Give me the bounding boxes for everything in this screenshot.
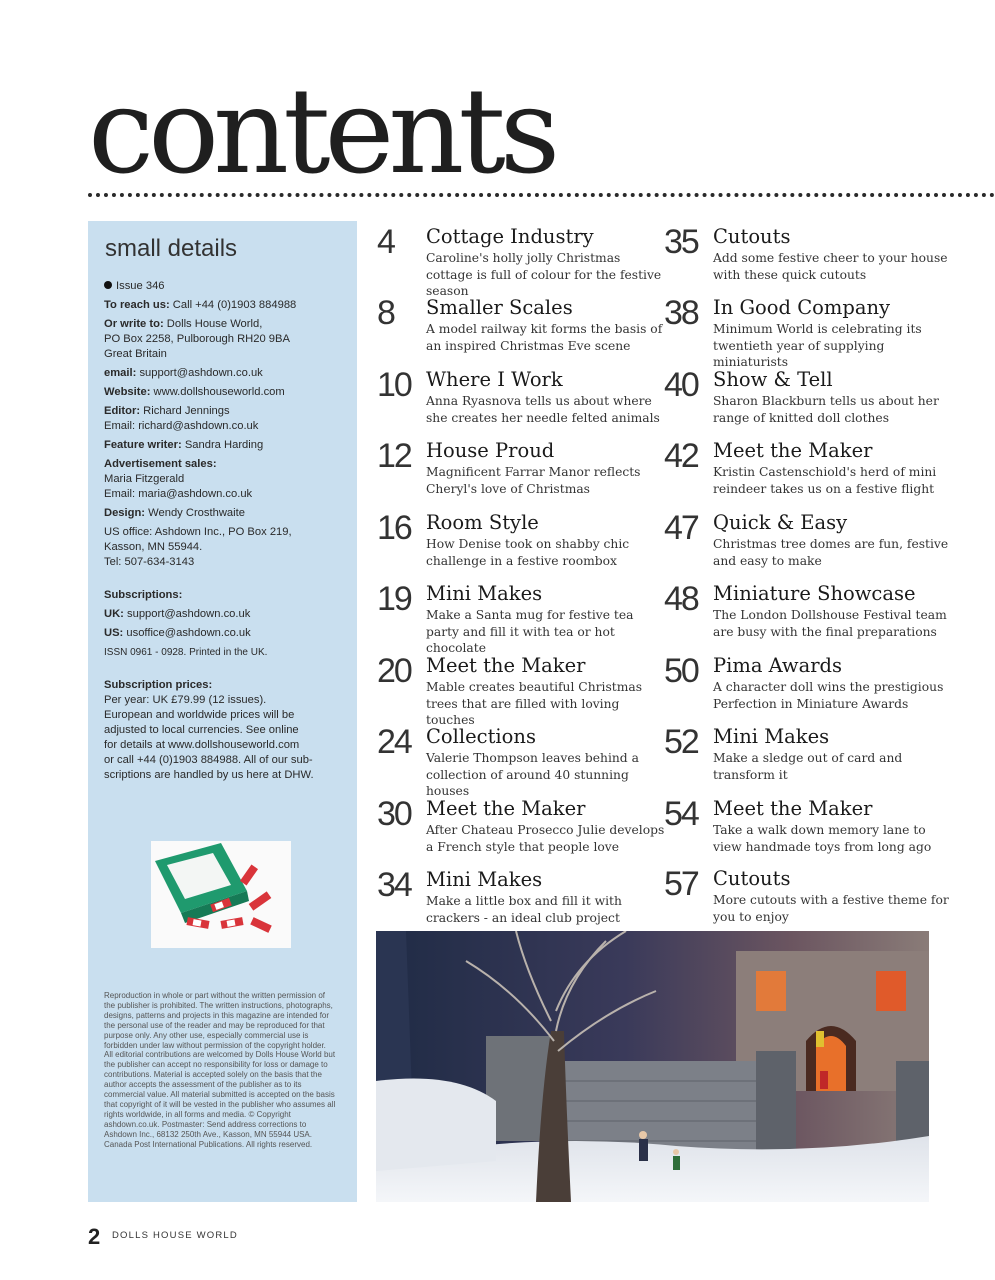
bullet-icon bbox=[104, 281, 112, 289]
small-details-sidebar bbox=[88, 221, 357, 1202]
subs-us-email[interactable]: usoffice@ashdown.co.uk bbox=[126, 627, 251, 639]
toc-title: Smaller Scales bbox=[426, 296, 573, 319]
editor-email: Email: richard@ashdown.co.uk bbox=[104, 420, 259, 432]
sidebar-info bbox=[104, 279, 344, 787]
toc-title: Miniature Showcase bbox=[713, 582, 916, 605]
subs-uk-label: UK: bbox=[104, 608, 124, 620]
toc-page-number: 34 bbox=[377, 866, 411, 904]
dotted-divider bbox=[88, 193, 995, 197]
toc-page-number: 16 bbox=[377, 509, 411, 547]
toc-page-number: 40 bbox=[664, 366, 698, 404]
ads-name: Maria Fitzgerald bbox=[104, 473, 185, 485]
toc-description: Minimum World is celebrating its twentieth year of supplying miniaturists bbox=[713, 322, 922, 369]
toc-description: Valerie Thompson leaves behind a collection of around 40 stunning houses bbox=[426, 751, 639, 798]
sidebar-heading: small details bbox=[105, 235, 238, 262]
issn: ISSN 0961 - 0928. bbox=[104, 647, 187, 658]
toc-description: Make a little box and fill it with crackers - an ideal club project bbox=[426, 894, 622, 925]
toc-page-number: 35 bbox=[664, 223, 698, 261]
write-line2: PO Box 2258, Pulborough RH20 9BA bbox=[104, 333, 290, 345]
design-name: Wendy Crosthwaite bbox=[148, 507, 245, 519]
toc-page-number: 47 bbox=[664, 509, 698, 547]
toc-page-number: 52 bbox=[664, 723, 698, 761]
ads-label: Advertisement sales: bbox=[104, 458, 217, 470]
toc-title: Meet the Maker bbox=[713, 797, 873, 820]
prices-label: Subscription prices: bbox=[104, 679, 213, 691]
toc-page-number: 12 bbox=[377, 437, 411, 475]
toc-title: Mini Makes bbox=[426, 868, 543, 891]
prices-line-3: adjusted to local currencies. See online bbox=[104, 724, 299, 736]
toc-title: Cutouts bbox=[713, 225, 791, 248]
printed-in: Printed in the UK. bbox=[189, 647, 268, 658]
toc-description: Christmas tree domes are fun, festive and easy to make bbox=[713, 537, 949, 568]
prices-line-4: for details at www.dollshouseworld.com bbox=[104, 739, 300, 751]
toc-page-number: 48 bbox=[664, 580, 698, 618]
toc-title: In Good Company bbox=[713, 296, 891, 319]
email-label: email: bbox=[104, 367, 137, 379]
prices-line-6: scriptions are handled by us here at DHW. bbox=[104, 769, 314, 781]
toc-page-number: 24 bbox=[377, 723, 411, 761]
toc-page-number: 54 bbox=[664, 795, 698, 833]
toc-title: Where I Work bbox=[426, 368, 563, 391]
toc-title: Cottage Industry bbox=[426, 225, 594, 248]
toc-description: Mable creates beautiful Christmas trees that are filled with loving touches bbox=[426, 680, 643, 727]
reach-label: To reach us: bbox=[104, 299, 170, 311]
us-office-3: Tel: 507-634-3143 bbox=[104, 556, 195, 568]
issue-number: Issue 346 bbox=[116, 280, 165, 292]
toc-page-number: 19 bbox=[377, 580, 411, 618]
toc-title: Quick & Easy bbox=[713, 511, 848, 534]
toc-title: Mini Makes bbox=[426, 582, 543, 605]
winter-scene-photo bbox=[376, 931, 929, 1202]
toc-page-number: 50 bbox=[664, 652, 698, 690]
toc-description: Make a Santa mug for festive tea party and fill it with tea or hot chocolate bbox=[426, 608, 634, 655]
page-title: contents bbox=[88, 62, 555, 200]
write-label: Or write to: bbox=[104, 318, 164, 330]
feature-label: Feature writer: bbox=[104, 439, 182, 451]
website-label: Website: bbox=[104, 386, 151, 398]
reach-value: Call +44 (0)1903 884988 bbox=[172, 299, 297, 311]
toc-page-number: 8 bbox=[377, 294, 394, 332]
toc-description: More cutouts with a festive theme for you to enjoy bbox=[713, 893, 949, 924]
toc-title: Pima Awards bbox=[713, 654, 843, 677]
design-label: Design: bbox=[104, 507, 146, 519]
toc-description: After Chateau Prosecco Julie develops a French style that people love bbox=[426, 823, 665, 854]
toc-title: Meet the Maker bbox=[426, 654, 586, 677]
subs-label: Subscriptions: bbox=[104, 589, 183, 601]
toc-title: Cutouts bbox=[713, 867, 791, 890]
toc-page-number: 10 bbox=[377, 366, 411, 404]
toc-description: A character doll wins the prestigious Perfection in Miniature Awards bbox=[713, 680, 944, 711]
legal-notice: Reproduction in whole or part without the written permission of the publisher is prohibited. The written instructions, photographs, designs, patterns and projects in this magazine are intended for the personal use of the reader and may be reproduced for that purpose only. Any other use, especially commercial use is forbidden under law without permission of the copyright holder. All editorial contributions are welcomed by Dolls House World but the publisher can accept no responsibility for loss or damage to contributions. Material is accepted solely on the basis that the author accepts the assessment of the publisher as to its commercial value. All material submitted is accepted on the basis that copyright of it will be vested in the publisher who assumes all rights worldwide, in all forms and media. © Copyright ashdown.co.uk. Postmaster: Send address corrections to Ashdown Inc., 68132 250th Ave., Kasson, MN 55944 USA. Canada Post International Publications. All rights reserved. bbox=[104, 991, 336, 1149]
prices-line-1: Per year: UK £79.99 (12 issues). bbox=[104, 694, 267, 706]
feature-writer: Sandra Harding bbox=[184, 439, 264, 451]
toc-description: Anna Ryasnova tells us about where she creates her needle felted animals bbox=[426, 394, 660, 425]
website-link[interactable]: www.dollshouseworld.com bbox=[153, 386, 285, 398]
page-number: 2 bbox=[88, 1224, 101, 1249]
write-line3: Great Britain bbox=[104, 348, 167, 360]
toc-description: Sharon Blackburn tells us about her range of knitted doll clothes bbox=[713, 394, 939, 425]
subs-us-label: US: bbox=[104, 627, 124, 639]
toc-title: Collections bbox=[426, 725, 536, 748]
toc-description: Caroline's holly jolly Christmas cottage is full of colour for the festive season bbox=[426, 251, 662, 298]
toc-page-number: 20 bbox=[377, 652, 411, 690]
toc-title: Meet the Maker bbox=[713, 439, 873, 462]
toc-description: Add some festive cheer to your house with these quick cutouts bbox=[713, 251, 948, 282]
email-link[interactable]: support@ashdown.co.uk bbox=[139, 367, 263, 379]
editor-label: Editor: bbox=[104, 405, 141, 417]
editor-name: Richard Jennings bbox=[143, 405, 230, 417]
toc-title: Meet the Maker bbox=[426, 797, 586, 820]
prices-line-2: European and worldwide prices will be bbox=[104, 709, 295, 721]
toc-page-number: 57 bbox=[664, 865, 698, 903]
toc-title: Room Style bbox=[426, 511, 539, 534]
magazine-name: DOLLS HOUSE WORLD bbox=[112, 1230, 238, 1241]
toc-title: Mini Makes bbox=[713, 725, 830, 748]
toc-description: The London Dollshouse Festival team are busy with the final preparations bbox=[713, 608, 947, 639]
write-line1: Dolls House World, bbox=[166, 318, 263, 330]
subs-uk-email[interactable]: support@ashdown.co.uk bbox=[127, 608, 251, 620]
us-office-1: US office: Ashdown Inc., PO Box 219, bbox=[104, 526, 292, 538]
us-office-2: Kasson, MN 55944. bbox=[104, 541, 203, 553]
toc-page-number: 4 bbox=[377, 223, 394, 261]
ads-email: Email: maria@ashdown.co.uk bbox=[104, 488, 253, 500]
toc-page-number: 42 bbox=[664, 437, 698, 475]
cracker-box-image bbox=[151, 841, 291, 948]
toc-description: Kristin Castenschiold's herd of mini reindeer takes us on a festive flight bbox=[713, 465, 937, 496]
toc-description: How Denise took on shabby chic challenge in a festive roombox bbox=[426, 537, 630, 568]
toc-description: Magnificent Farrar Manor reflects Cheryl's love of Christmas bbox=[426, 465, 641, 496]
toc-description: A model railway kit forms the basis of an inspired Christmas Eve scene bbox=[426, 322, 663, 353]
prices-line-5: or call +44 (0)1903 884988. All of our sub- bbox=[104, 754, 313, 766]
toc-title: Show & Tell bbox=[713, 368, 833, 391]
toc-page-number: 38 bbox=[664, 294, 698, 332]
toc-title: House Proud bbox=[426, 439, 555, 462]
toc-description: Make a sledge out of card and transform it bbox=[713, 751, 903, 782]
toc-description: Take a walk down memory lane to view handmade toys from long ago bbox=[713, 823, 932, 854]
toc-page-number: 30 bbox=[377, 795, 411, 833]
